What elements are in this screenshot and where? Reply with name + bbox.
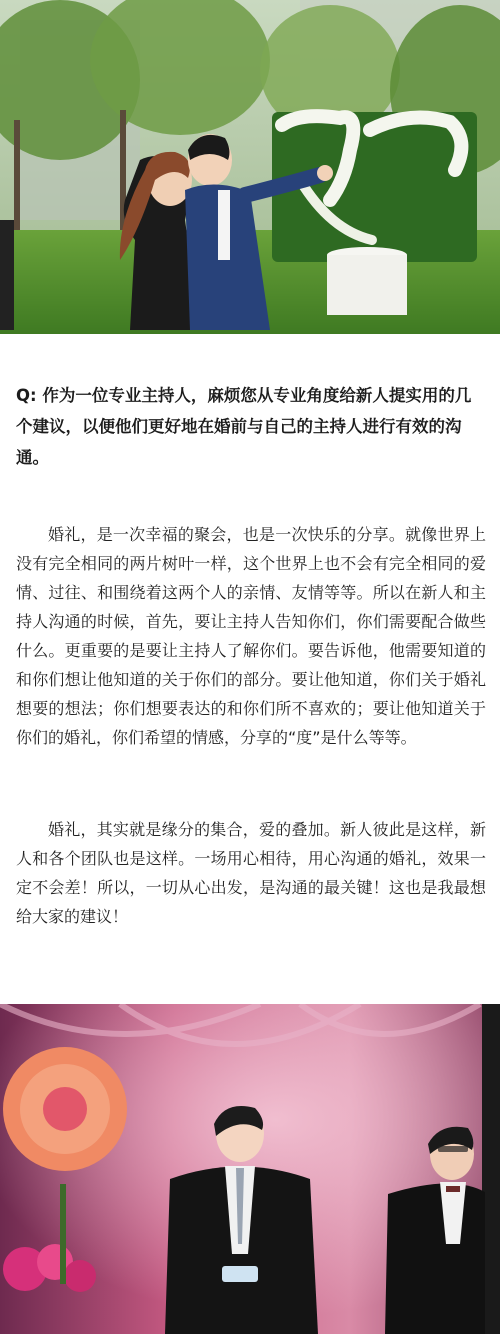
top-photo (0, 0, 500, 334)
interview-question: Q: 作为一位专业主持人，麻烦您从专业角度给新人提实用的几个建议，以便他们更好地在婚前与自己的主持人进行有效的沟通。 (16, 386, 472, 467)
answer-paragraph-1: 婚礼，是一次幸福的聚会，也是一次快乐的分享。就像世界上没有完全相同的两片树叶一样，这个世界上也不会有完全相同的爱情、过往、和围绕着这两个人的亲情、友情等等。所以在新人和主持人沟通的时候，首先，要让主持人告知你们，你们需要配合做些什么。更重要的是要让主持人了解你们。要告诉他，他需要知道的和你们想让他知道的关于你们的部分。要让他知道，你们关于婚礼想要的想法；你们想要表达的和你们所不喜欢的；要让他知道关于你们的婚礼，你们希望的情感，分享的“度”是什么等等。 (16, 525, 486, 747)
bottom-photo (0, 1004, 500, 1334)
answer-paragraph-2: 婚礼，其实就是缘分的集合，爱的叠加。新人彼此是这样，新人和各个团队也是这样。一场用心相待，用心沟通的婚礼，效果一定不会差！所以，一切从心出发，是沟通的最关键！这也是我最想给大家的建议！ (16, 820, 486, 926)
stage-hosts-illustration (0, 1004, 500, 1334)
outdoor-wedding-illustration (0, 0, 500, 334)
